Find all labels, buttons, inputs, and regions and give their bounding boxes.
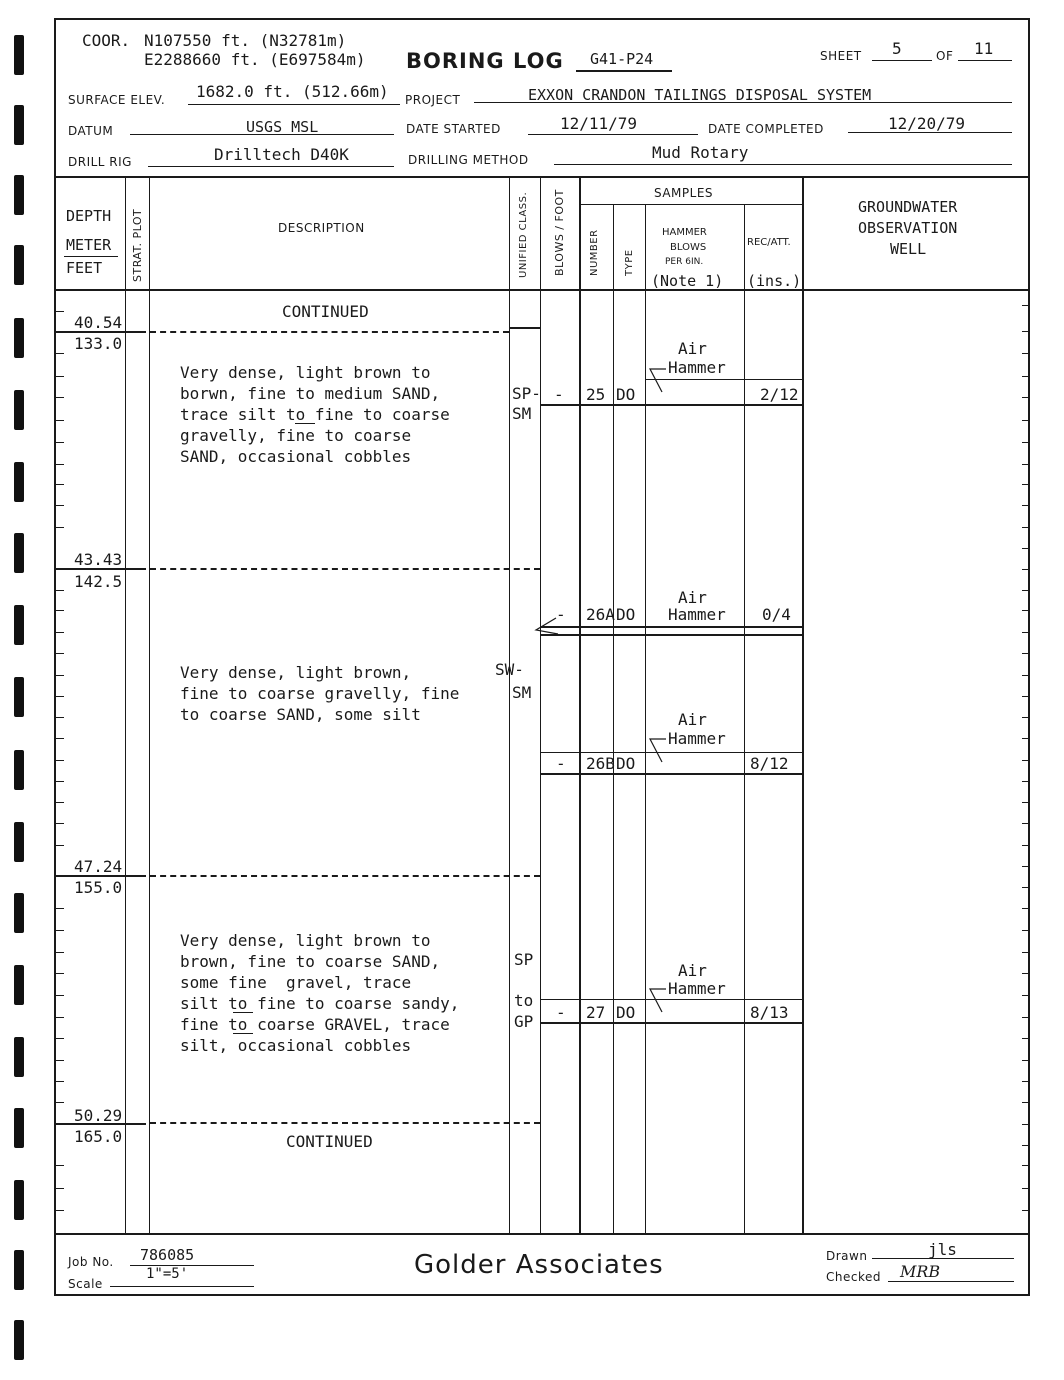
col-unified-class: UNIFIED CLASS. [518,191,529,278]
sample-hammer-1: Air [678,588,707,607]
stratum-3-line: Very dense, light brown to [180,931,431,950]
of-label: OF [936,49,954,63]
sample-hammer-1: Air [678,710,707,729]
drill-rig-label: DRILL RIG [68,155,132,169]
col-hammer-3: PER 6IN. [665,257,704,267]
leader-arrow-icon [646,736,676,766]
checked-initials: MRB [900,1262,941,1281]
sample-type: DO [616,605,636,624]
col-groundwater-1: GROUNDWATER [858,198,958,216]
job-no-label: Job No. [68,1255,114,1269]
sheet-total: 11 [974,39,994,58]
depth-meter-3: 47.24 [74,857,123,876]
col-line-blows [540,178,541,1234]
boring-id: G41-P24 [590,50,654,68]
stratum-1-line: trace silt to fine to coarse [180,405,450,424]
punch-hole [14,750,24,790]
col-rec-att: REC/ATT. [747,237,791,248]
leader-arrow-icon [530,614,560,640]
punch-hole [14,390,24,430]
sample-blows: - [556,1003,566,1022]
surface-elev-underline [188,104,400,105]
punch-hole [14,105,24,145]
sample-blows: - [554,385,564,404]
stratum-3-line: silt, occasional cobbles [180,1036,412,1055]
punch-hole [14,605,24,645]
sample-line [540,1022,802,1024]
boundary-3 [56,875,146,877]
sample-number: 26A [586,605,615,624]
depth-meter-2: 43.43 [74,550,123,569]
drill-rig-value: Drilltech D40K [214,145,349,164]
depth-feet-4: 165.0 [74,1127,123,1146]
punch-hole [14,1180,24,1220]
stratum-3-line: silt to fine to coarse sandy, [180,994,460,1013]
stratum-3-line: brown, fine to coarse SAND, [180,952,441,971]
sheet-total-underline [958,60,1012,61]
punch-hole [14,318,24,358]
stratum-1-line: SAND, occasional cobbles [180,447,412,466]
sample-hammer-1: Air [678,339,707,358]
stratum-3-uscs: to [514,991,534,1010]
sample-number: 27 [586,1003,606,1022]
sample-hammer-2: Hammer [668,358,726,377]
boundary-4 [56,1123,146,1125]
underline-to [233,1012,253,1013]
punch-hole [14,893,24,933]
col-line-rec [744,205,745,1234]
scale-value: 1"=5' [146,1266,189,1282]
col-line-uscs [509,178,510,1234]
datum-label: DATUM [68,124,114,138]
col-rec-units: (ins.) [747,272,802,290]
col-hammer-note: (Note 1) [651,272,724,290]
sheet-underline [872,60,932,61]
surface-elev-value: 1682.0 ft. (512.66m) [196,82,389,101]
punch-hole [14,462,24,502]
depth-feet-3: 155.0 [74,878,123,897]
col-description: DESCRIPTION [278,221,365,235]
col-hammer-1: HAMMER [662,227,707,238]
col-line-desc [149,178,150,1234]
punch-hole [14,822,24,862]
punch-hole [14,677,24,717]
boundary-2-dashed [150,568,540,570]
sample-line [540,626,802,628]
col-blows-foot: BLOWS / FOOT [553,189,566,276]
punch-hole [14,175,24,215]
stratum-2-uscs: SW- [495,660,524,679]
col-line-hammer [645,205,646,1234]
drilling-method-label: DRILLING METHOD [408,153,529,167]
scale-label: Scale [68,1277,103,1291]
stratum-2-line: Very dense, light brown, [180,663,412,682]
meter-feet-divider [64,256,118,257]
date-completed-value: 12/20/79 [888,114,966,133]
checked-label: Checked [826,1270,881,1284]
punch-hole [14,35,24,75]
depth-meter-1: 40.54 [74,313,123,332]
punch-hole [14,1320,24,1360]
stratum-3-uscs: GP [514,1012,534,1031]
continued-top: CONTINUED [282,302,369,321]
col-groundwater-2: OBSERVATION [858,219,958,237]
coor-north: N107550 ft. (N32781m) [144,31,347,50]
stratum-2-line: fine to coarse gravelly, fine [180,684,460,703]
punch-hole [14,1250,24,1290]
sample-line [540,404,802,406]
stratum-2-uscs: SM [512,683,532,702]
sample-number: 26B [586,754,615,773]
depth-feet-1: 133.0 [74,334,123,353]
col-type: TYPE [624,249,635,276]
leader-arrow-icon [646,986,676,1016]
checked-underline [888,1281,1014,1282]
punch-hole [14,533,24,573]
sample-hammer-2: Hammer [668,729,726,748]
col-feet: FEET [66,259,103,277]
date-started-value: 12/11/79 [560,114,638,133]
sample-recovery: 0/4 [762,605,791,624]
date-started-underline [528,134,698,135]
datum-underline [130,134,394,135]
boundary-1 [56,331,146,333]
sample-hammer-1: Air [678,961,707,980]
sample-line [540,773,802,775]
company-name: Golder Associates [414,1250,664,1280]
underline-to [295,423,315,424]
sample-recovery: 8/13 [750,1003,789,1022]
sample-blows: - [556,754,566,773]
sample-type: DO [616,385,636,404]
sample-hammer-2: Hammer [668,605,726,624]
sample-type: DO [616,1003,636,1022]
scale-underline [110,1286,254,1287]
col-groundwater-3: WELL [890,240,927,258]
col-depth: DEPTH [66,207,112,225]
stratum-1-line: borwn, fine to medium SAND, [180,384,441,403]
col-hammer-2: BLOWS [670,242,707,253]
date-started-label: DATE STARTED [406,122,501,136]
col-samples: SAMPLES [654,186,714,200]
project-label: PROJECT [405,93,461,107]
boring-id-underline [576,70,672,72]
stratum-2-line: to coarse SAND, some silt [180,705,421,724]
sample-blows: - [556,605,566,624]
column-header-divider [54,289,1030,291]
sample-recovery: 8/12 [750,754,789,773]
col-number: NUMBER [589,229,600,276]
samples-subheader-line [579,204,802,205]
page-title: BORING LOG [406,49,564,73]
boundary-3-dashed [150,875,540,877]
boundary-2 [56,568,146,570]
sheet-label: SHEET [820,49,862,63]
sheet-number: 5 [892,39,902,58]
stratum-1-uscs: SP- [512,384,541,403]
col-line-number [579,178,581,1234]
coor-label: COOR. [82,31,131,50]
col-strat-plot: STRAT. PLOT [131,208,144,282]
drawn-underline [872,1258,1014,1259]
col-line-gw [802,178,804,1234]
punch-hole [14,1108,24,1148]
sample-recovery: 2/12 [760,385,799,404]
col-line-strat [125,178,126,1234]
col-line-type [613,205,614,1234]
depth-feet-2: 142.5 [74,572,123,591]
drawn-value: jls [928,1240,957,1259]
date-completed-label: DATE COMPLETED [708,122,824,136]
punch-hole [14,245,24,285]
drill-rig-underline [148,166,394,167]
sample-number: 25 [586,385,606,404]
date-completed-underline [848,132,1012,133]
coor-east: E2288660 ft. (E697584m) [144,50,366,69]
project-value: EXXON CRANDON TAILINGS DISPOSAL SYSTEM [528,86,872,104]
boundary-1-uscs [509,327,540,329]
drilling-method-value: Mud Rotary [652,143,749,162]
underline-to [233,1033,253,1034]
sample-hammer-2: Hammer [668,979,726,998]
leader-arrow-icon [646,366,676,396]
sample-line [540,634,802,636]
job-no-value: 786085 [140,1246,195,1264]
col-meter: METER [66,236,112,254]
surface-elev-label: SURFACE ELEV. [68,93,166,107]
stratum-1-line: Very dense, light brown to [180,363,431,382]
stratum-1-line: gravelly, fine to coarse [180,426,412,445]
drawn-label: Drawn [826,1249,868,1263]
header-divider [54,176,1030,178]
punch-hole [14,965,24,1005]
datum-value: USGS MSL [246,118,319,136]
stratum-3-line: fine to coarse GRAVEL, trace [180,1015,450,1034]
sample-type: DO [616,754,636,773]
stratum-3-uscs: SP [514,950,534,969]
project-underline [474,102,1012,103]
continued-bottom: CONTINUED [286,1132,373,1151]
stratum-3-line: some fine gravel, trace [180,973,412,992]
boundary-4-dashed [150,1122,540,1124]
boundary-1-dashed [150,331,509,333]
drilling-method-underline [554,164,1012,165]
stratum-1-uscs: SM [512,404,532,423]
punch-hole [14,1037,24,1077]
depth-meter-4: 50.29 [74,1106,123,1125]
footer-divider [54,1233,1030,1235]
